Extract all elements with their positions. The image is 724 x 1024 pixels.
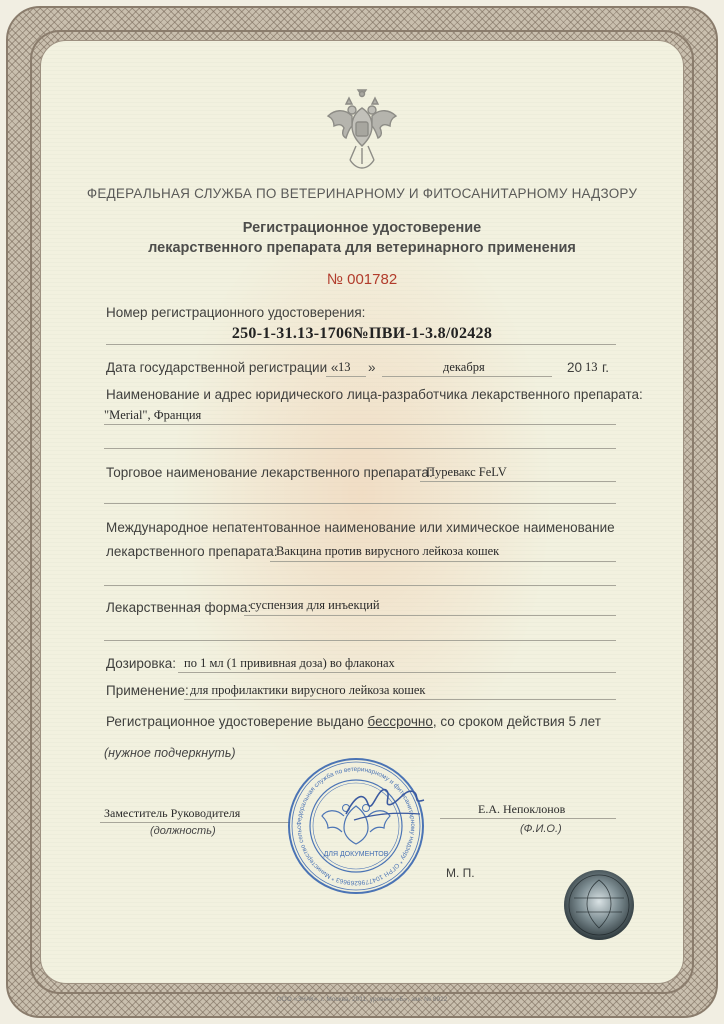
date-month: декабря xyxy=(443,360,485,374)
dosage-underline xyxy=(178,672,616,673)
developer-underline-1 xyxy=(104,424,616,425)
validity-text-b: , со сроком действия 5 лет xyxy=(432,714,601,729)
date-close-quote: » xyxy=(368,360,376,375)
certificate-title-line2: лекарственного препарата для ветеринарного применения xyxy=(148,240,576,256)
dosage-value: по 1 мл (1 прививная доза) во флаконах xyxy=(184,656,395,670)
date-day-underline xyxy=(326,376,366,377)
reg-number-underline xyxy=(106,344,616,345)
security-hologram-icon xyxy=(562,868,636,942)
handwritten-signature xyxy=(340,780,430,830)
usage-label: Применение: xyxy=(106,683,189,698)
certificate-title-line1: Регистрационное удостоверение xyxy=(242,220,482,236)
position-caption: (должность) xyxy=(150,825,216,837)
agency-name: ФЕДЕРАЛЬНАЯ СЛУЖБА ПО ВЕТЕРИНАРНОМУ И ФИТОСАНИТАРНОМУ НАДЗОРУ xyxy=(86,186,638,201)
name-caption: (Ф.И.О.) xyxy=(520,823,562,835)
underline-note: (нужное подчеркнуть) xyxy=(104,746,236,760)
usage-value: для профилактики вирусного лейкоза кошек xyxy=(190,683,426,697)
double-headed-eagle-icon xyxy=(322,86,402,178)
position-underline xyxy=(100,822,290,823)
developer-label: Наименование и адрес юридического лица-разработчика лекарственного препарата: xyxy=(106,387,643,402)
seal-place-mark: М. П. xyxy=(446,866,475,880)
form-label: Лекарственная форма: xyxy=(106,600,252,615)
validity-statement xyxy=(106,714,601,729)
trade-name-label: Торговое наименование лекарственного препарата: xyxy=(106,465,433,480)
inn-value: Вакцина против вирусного лейкоза кошек xyxy=(276,544,500,558)
form-underline-1 xyxy=(244,615,616,616)
signatory-position: Заместитель Руководителя xyxy=(104,806,241,820)
date-year-prefix: 20 xyxy=(567,360,583,375)
inn-underline-1 xyxy=(270,561,616,562)
date-label: Дата государственной регистрации « xyxy=(106,360,339,375)
trade-name-underline-1 xyxy=(420,481,616,482)
validity-text-a: Регистрационное удостоверение выдано xyxy=(106,714,368,729)
form-value: суспензия для инъекций xyxy=(250,598,380,612)
date-year-unit: г. xyxy=(602,360,610,375)
inn-label-line2: лекарственного препарата: xyxy=(106,544,278,559)
name-underline xyxy=(440,818,616,819)
signatory-name: Е.А. Непоклонов xyxy=(478,802,566,816)
developer-underline-2 xyxy=(104,448,616,449)
printer-imprint: ООО «ЗНАК», г. Москва, 2011, уровень «Б», зак. № 8922 xyxy=(276,996,448,1003)
stamp-ring-text: Федеральная служба по ветеринарному и фитосанитарному надзору * ОГРН 1047796269663 * Министерство сельс xyxy=(295,765,417,887)
dosage-label: Дозировка: xyxy=(106,656,177,671)
usage-underline xyxy=(184,699,616,700)
reg-number-value: 250-1-31.13-1706№ПВИ-1-3.8/02428 xyxy=(231,325,493,342)
certificate-serial-number: № 001782 xyxy=(326,271,398,288)
form-underline-2 xyxy=(104,640,616,641)
trade-name-value: Пуревакс FeLV xyxy=(426,465,507,479)
date-year-suffix: 13 xyxy=(585,360,598,374)
date-day: 13 xyxy=(338,360,351,374)
developer-value: "Merial", Франция xyxy=(104,408,202,422)
inn-label-line1: Международное непатентованное наименование или химическое наименование xyxy=(106,520,615,535)
reg-number-label: Номер регистрационного удостоверения: xyxy=(106,305,366,320)
validity-underlined-term: бессрочно xyxy=(367,714,433,729)
inn-underline-2 xyxy=(104,585,616,586)
date-month-underline xyxy=(382,376,552,377)
trade-name-underline-2 xyxy=(104,503,616,504)
stamp-center-text: ДЛЯ ДОКУМЕНТОВ xyxy=(323,851,389,858)
